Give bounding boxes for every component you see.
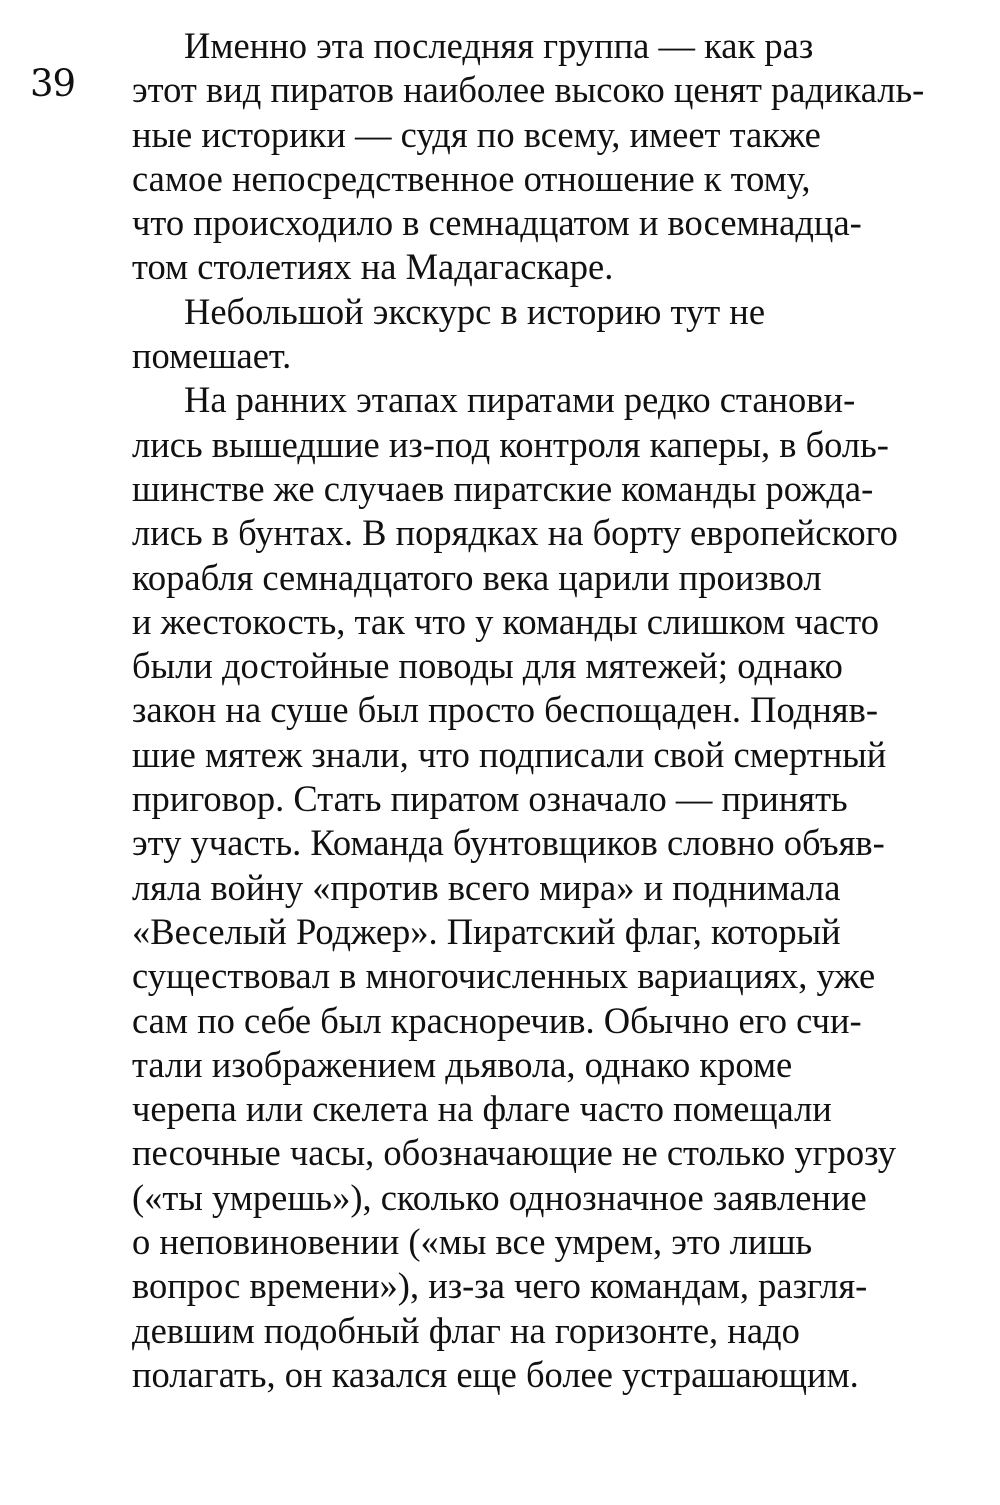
text-line: полагать, он казался еще более устрашающим. (132, 1353, 859, 1395)
text-line: сам по себе был красноречив. Обычно его счи- (132, 999, 862, 1041)
text-line: корабля семнадцатого века царили произвол (132, 556, 822, 598)
text-line: девшим подобный флаг на горизонте, надо (132, 1309, 800, 1351)
text-line: шинстве же случаев пиратские команды рожда- (132, 467, 874, 509)
body-text (132, 24, 977, 1397)
text-line: Именно эта последняя группа — как раз (184, 25, 814, 66)
text-line: существовал в многочисленных вариациях, уже (132, 955, 876, 997)
text-line: шие мятеж знали, что подписали свой смертный (132, 733, 887, 775)
text-line: вопрос времени»), из-за чего командам, разгля- (132, 1265, 868, 1307)
text-line: тали изображением дьявола, однако кроме (132, 1043, 793, 1085)
text-line: «Веселый Роджер». Пиратский флаг, который (132, 910, 841, 952)
text-line: ные историки — судя по всему, имеет также (132, 113, 821, 155)
text-line: что происходило в семнадцатом и восемнадца- (132, 202, 862, 244)
text-line: эту участь. Команда бунтовщиков словно объяв- (132, 822, 885, 864)
text-line: были достойные поводы для мятежей; однако (132, 645, 843, 687)
text-line: лись в бунтах. В порядках на борту европейского (132, 512, 898, 554)
text-line: лись вышедшие из-под контроля каперы, в боль- (132, 423, 889, 465)
text-line: Небольшой экскурс в историю тут не (184, 290, 766, 332)
text-line: черепа или скелета на флаге часто помещали (132, 1088, 832, 1130)
paragraph-2 (132, 290, 977, 379)
text-line: песочные часы, обозначающие не столько угрозу (132, 1132, 897, 1174)
text-line: помешает. (132, 335, 292, 377)
page-number: 39 (30, 62, 76, 105)
text-line: о неповиновении («мы все умрем, это лишь (132, 1221, 813, 1263)
text-line: том столетиях на Мадагаскаре. (132, 246, 614, 288)
paragraph-3 (132, 378, 977, 1397)
text-line: ляла войну «против всего мира» и поднимала (132, 866, 841, 908)
text-line: («ты умрешь»), сколько однозначное заявление (132, 1176, 867, 1218)
text-line: На ранних этапах пиратами редко станови- (184, 379, 856, 421)
text-line: самое непосредственное отношение к тому, (132, 157, 811, 199)
text-line: приговор. Стать пиратом означало — принять (132, 778, 848, 820)
paragraph-1 (132, 24, 977, 290)
text-line: и жестокость, так что у команды слишком часто (132, 600, 879, 642)
text-line: закон на суше был просто беспощаден. Подняв- (132, 689, 878, 731)
text-line: этот вид пиратов наиболее высоко ценят радикаль- (132, 69, 925, 111)
